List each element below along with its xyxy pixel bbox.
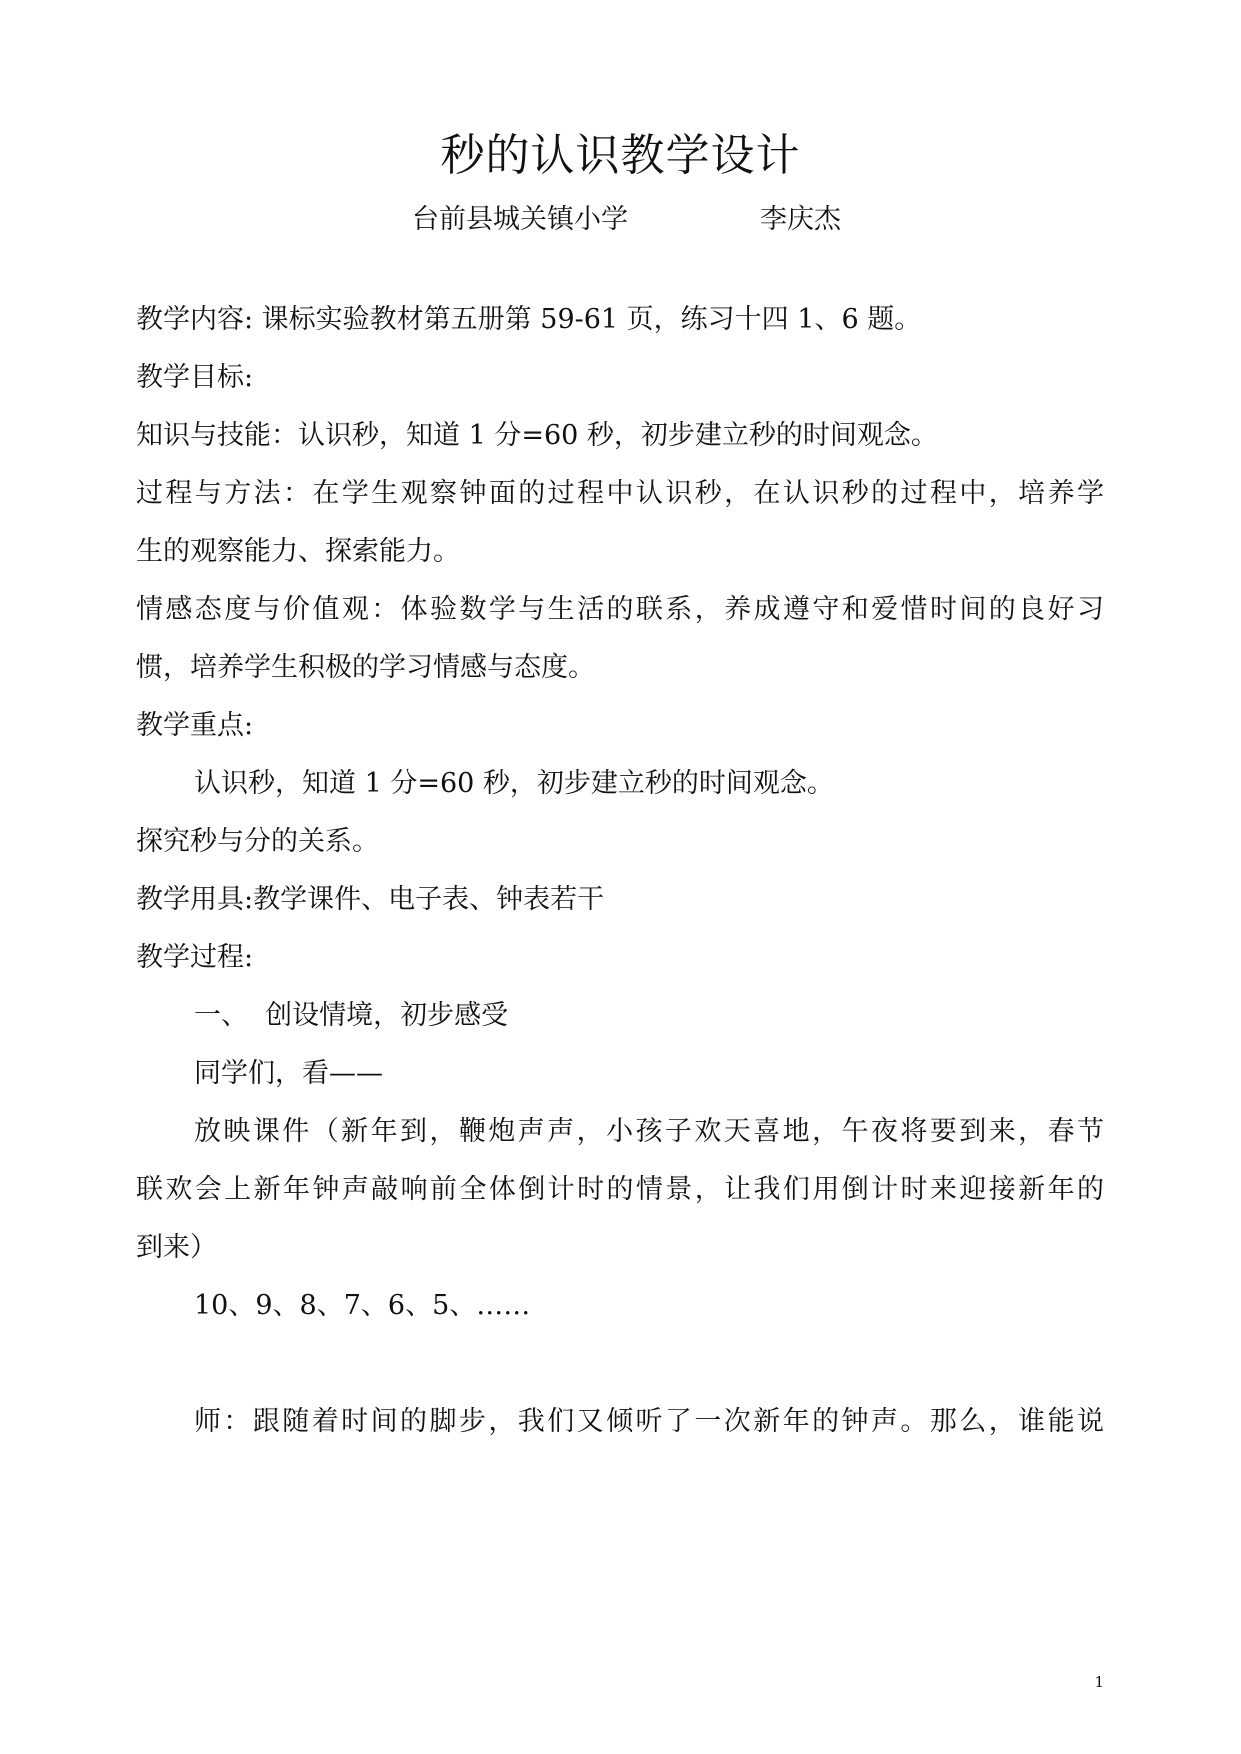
process-method-line-1: 过程与方法：在学生观察钟面的过程中认识秒，在认识秒的过程中，培养学 (136, 478, 1104, 509)
courseware-line-1: 放映课件（新年到，鞭炮声声，小孩子欢天喜地，午夜将要到来，春节 (194, 1116, 1104, 1147)
page-number: 1 (1094, 1673, 1104, 1691)
teaching-goals-heading: 教学目标: (136, 362, 254, 393)
classmates-line: 同学们，看—— (194, 1058, 383, 1089)
teaching-tools-line: 教学用具:教学课件、电子表、钟表若干 (136, 884, 605, 915)
school-name: 台前县城关镇小学 (412, 204, 628, 235)
courseware-line-2: 联欢会上新年钟声敲响前全体倒计时的情景，让我们用倒计时来迎接新年的 (136, 1174, 1104, 1205)
knowledge-skills-line: 知识与技能：认识秒，知道 1 分=60 秒，初步建立秒的时间观念。 (136, 420, 938, 451)
teaching-process-heading: 教学过程: (136, 942, 254, 973)
countdown-line: 10、9、8、7、6、5、…… (194, 1290, 531, 1321)
process-method-line-2: 生的观察能力、探索能力。 (136, 536, 460, 567)
author-name: 李庆杰 (760, 204, 841, 235)
teaching-focus-line: 认识秒，知道 1 分=60 秒，初步建立秒的时间观念。 (194, 768, 834, 799)
explore-line: 探究秒与分的关系。 (136, 826, 379, 857)
emotion-values-line-2: 惯，培养学生积极的学习情感与态度。 (136, 652, 595, 683)
teacher-line: 师：跟随着时间的脚步，我们又倾听了一次新年的钟声。那么，谁能说 (194, 1406, 1104, 1437)
teaching-content-line: 教学内容: 课标实验教材第五册第 59-61 页，练习十四 1、6 题。 (136, 304, 922, 335)
byline (412, 200, 841, 240)
courseware-line-3: 到来） (136, 1232, 217, 1263)
emotion-values-line-1: 情感态度与价值观：体验数学与生活的联系，养成遵守和爱惜时间的良好习 (136, 594, 1104, 625)
document-title: 秒的认识教学设计 (440, 130, 801, 181)
section-one-heading: 一、 创设情境，初步感受 (194, 1000, 509, 1031)
teaching-focus-heading: 教学重点: (136, 710, 254, 741)
